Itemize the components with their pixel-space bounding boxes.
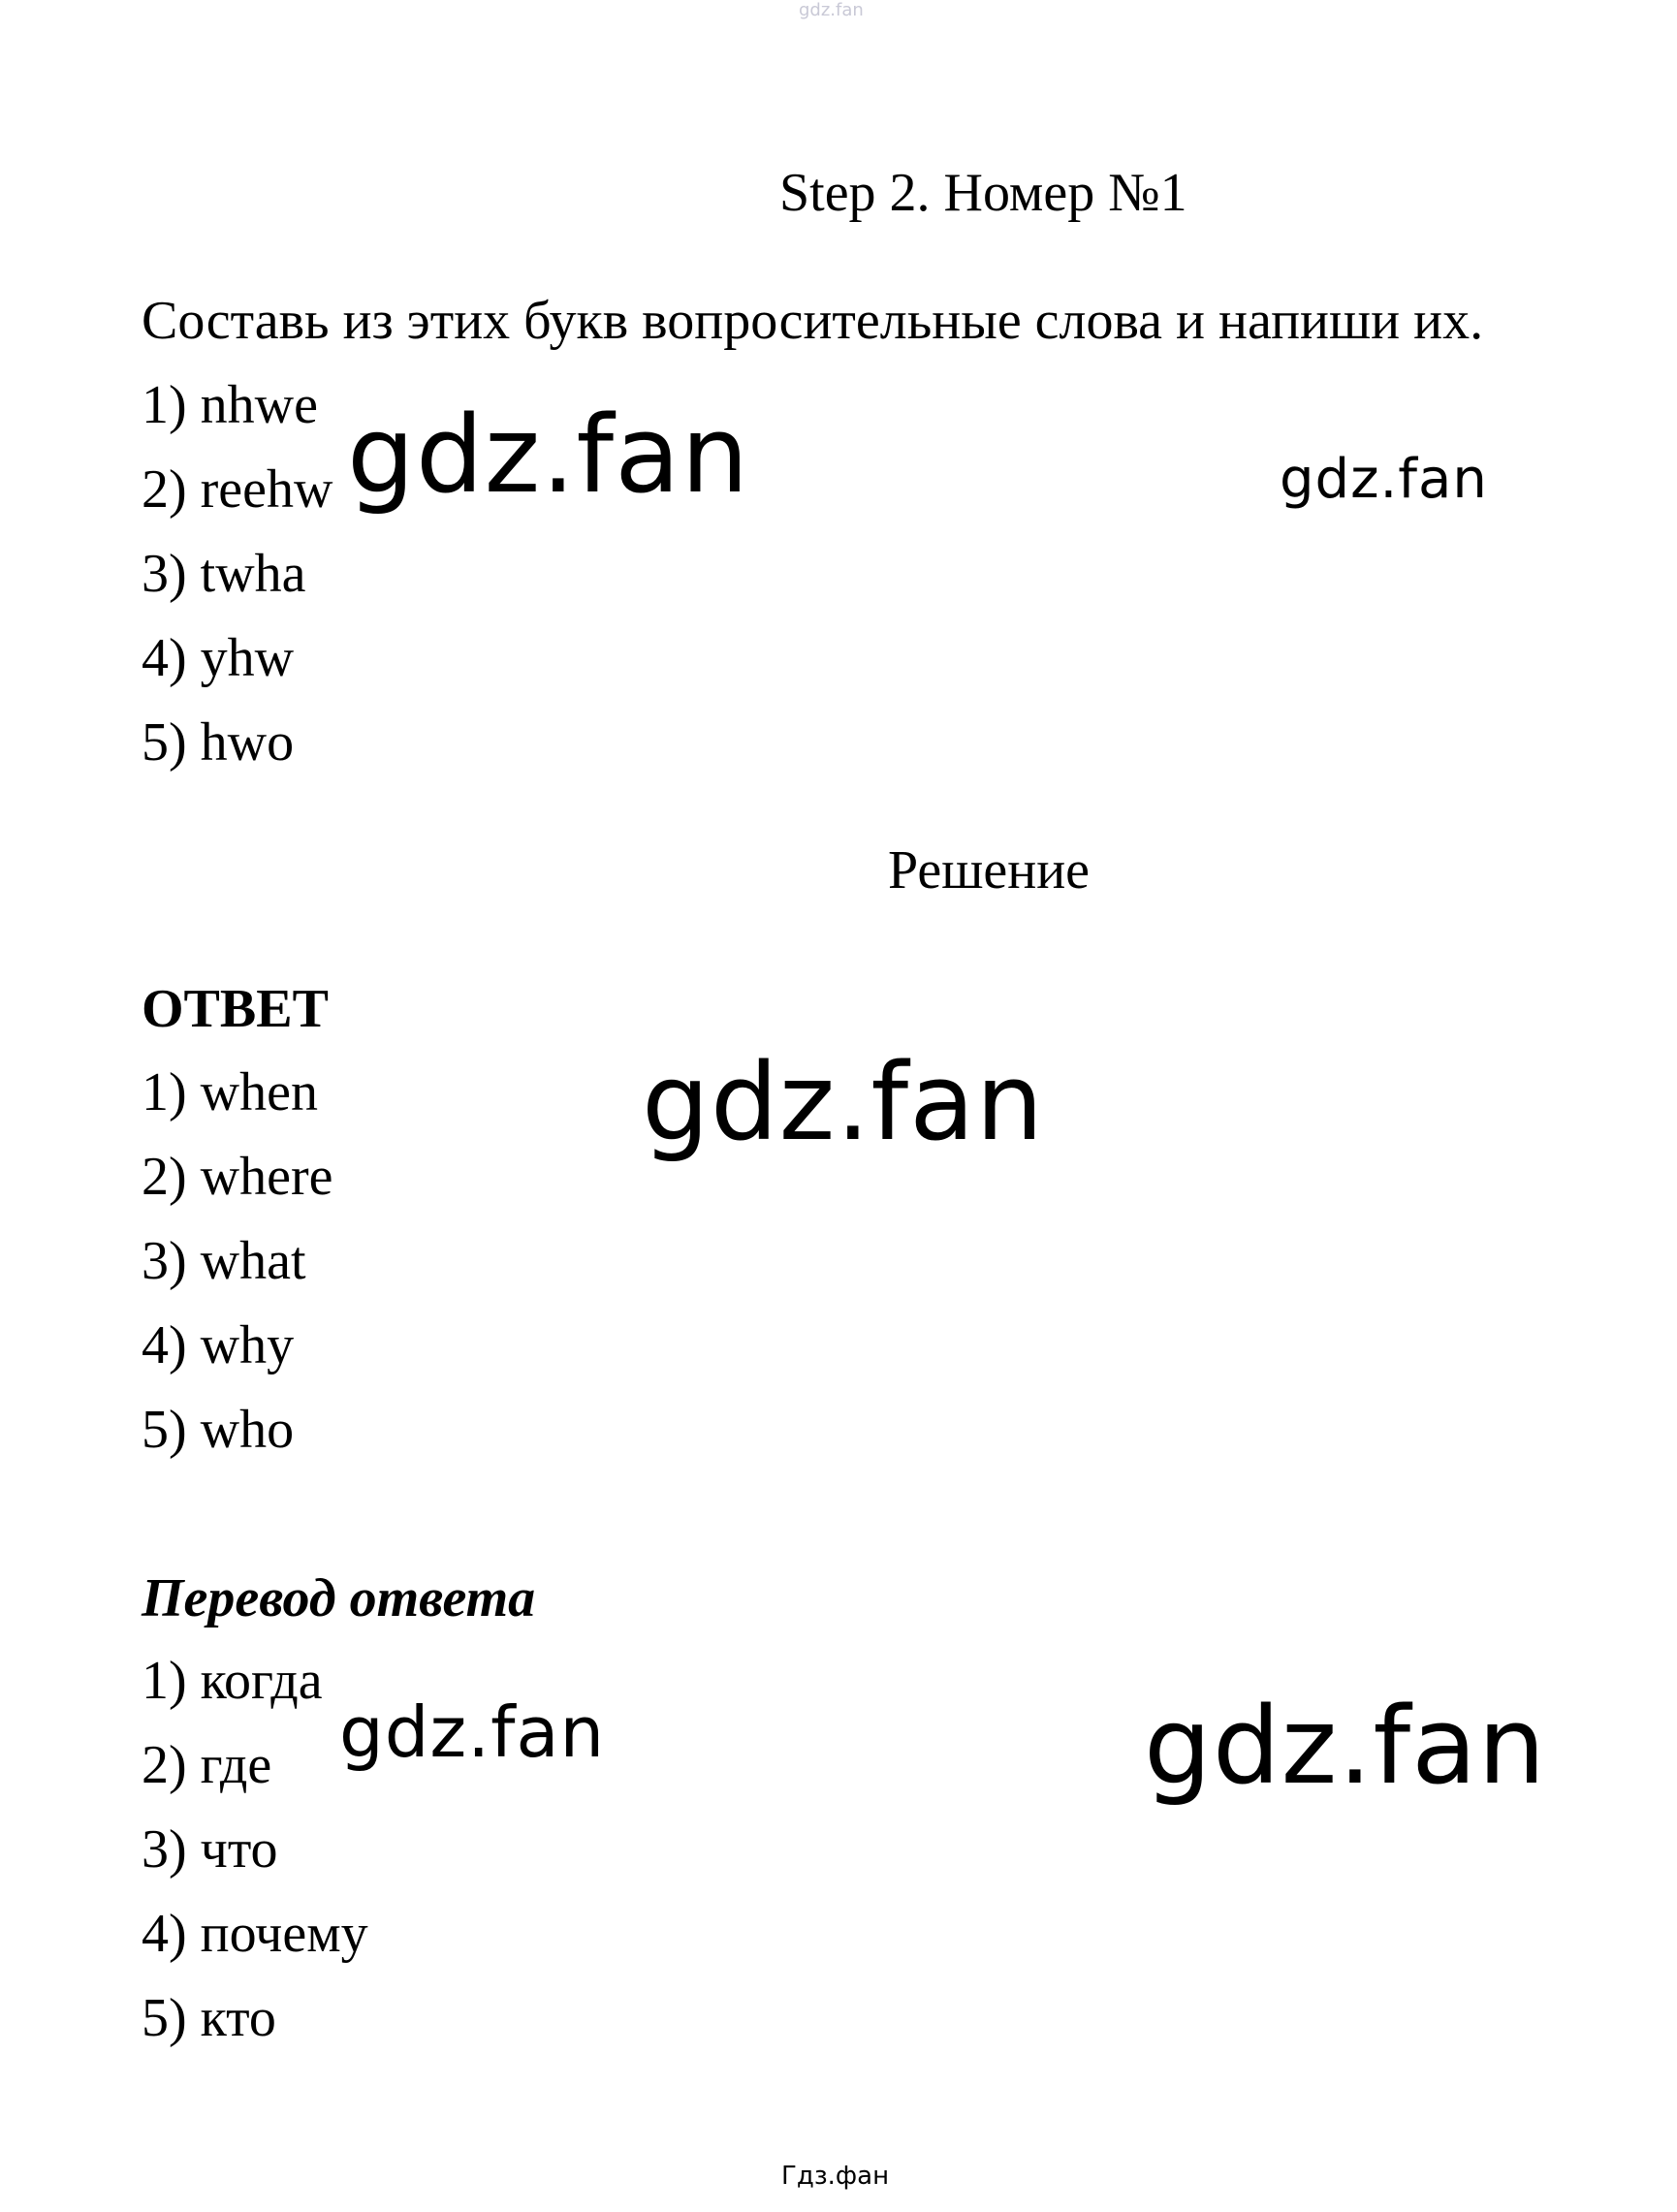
item-text: yhw <box>200 628 295 688</box>
top-watermark: gdz.fan <box>799 0 864 20</box>
list-item <box>142 1229 332 1313</box>
item-text: когда <box>200 1651 323 1711</box>
item-text: где <box>200 1735 272 1795</box>
item-text: what <box>200 1231 306 1291</box>
list-item <box>142 1145 332 1229</box>
item-number: 3) <box>142 544 187 604</box>
watermark: gdz.fan <box>347 393 750 517</box>
list-item <box>142 1733 368 1817</box>
list-item <box>142 626 332 711</box>
list-item <box>142 1060 332 1145</box>
list-item <box>142 1902 368 1986</box>
list-item <box>142 1817 368 1902</box>
task-text: Составь из этих букв вопросительные слова и напиши их. <box>142 291 1484 351</box>
item-text: why <box>200 1315 295 1375</box>
watermark: gdz.fan <box>1144 1684 1547 1808</box>
item-number: 5) <box>142 1988 187 2048</box>
question-list <box>142 373 332 795</box>
list-item <box>142 373 332 458</box>
solution-label: Решение <box>888 840 1091 901</box>
item-number: 2) <box>142 1735 187 1795</box>
item-number: 2) <box>142 459 187 520</box>
item-text: where <box>200 1147 333 1207</box>
list-item <box>142 542 332 626</box>
list-item <box>142 1986 368 2070</box>
list-item <box>142 1398 332 1482</box>
watermark: gdz.fan <box>339 1691 606 1773</box>
item-text: почему <box>200 1904 368 1964</box>
item-number: 4) <box>142 1315 187 1375</box>
item-number: 1) <box>142 375 187 435</box>
item-text: reehw <box>200 459 333 520</box>
item-text: twha <box>200 544 306 604</box>
list-item <box>142 711 332 795</box>
item-number: 4) <box>142 628 187 688</box>
item-text: кто <box>200 1988 276 2048</box>
item-number: 1) <box>142 1651 187 1711</box>
translation-heading: Перевод ответа <box>142 1568 536 1628</box>
item-number: 1) <box>142 1062 187 1122</box>
translation-list <box>142 1649 368 2070</box>
item-number: 5) <box>142 712 187 773</box>
watermark: gdz.fan <box>642 1040 1045 1164</box>
item-text: who <box>200 1400 295 1460</box>
footer-text: Гдз.фан <box>781 2162 890 2191</box>
item-number: 2) <box>142 1147 187 1207</box>
item-text: when <box>200 1062 318 1122</box>
list-item <box>142 1649 368 1733</box>
page-title: Step 2. Номер №1 <box>779 163 1187 223</box>
item-number: 4) <box>142 1904 187 1964</box>
list-item <box>142 458 332 542</box>
item-number: 5) <box>142 1400 187 1460</box>
item-text: что <box>200 1819 278 1880</box>
item-text: hwo <box>200 712 295 773</box>
watermark: gdz.fan <box>1280 448 1488 511</box>
item-text: nhwe <box>200 375 318 435</box>
list-item <box>142 1313 332 1398</box>
answer-heading: ОТВЕТ <box>142 979 329 1039</box>
item-number: 3) <box>142 1231 187 1291</box>
answer-list <box>142 1060 332 1482</box>
item-number: 3) <box>142 1819 187 1880</box>
